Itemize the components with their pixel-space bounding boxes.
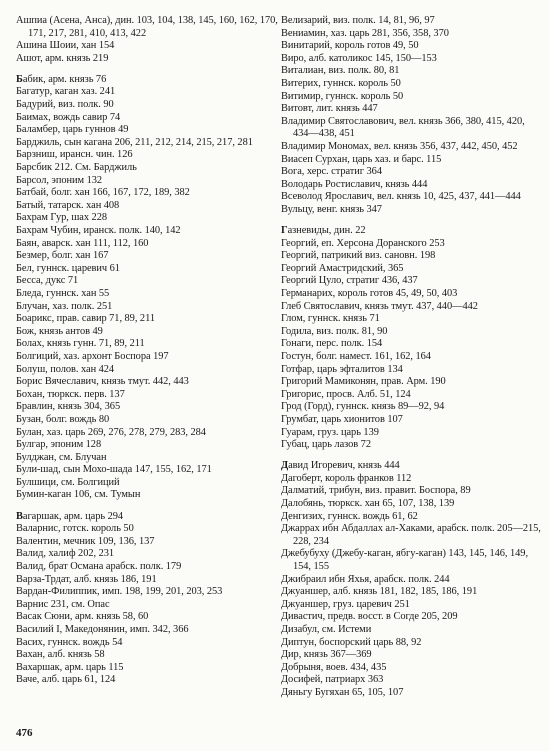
index-entry: Ашпиа (Асена, Анса), дин. 103, 104, 138, 145, 160, 162, 170, 171, 217, 281, 410, 413, 422 [16,15,278,39]
index-entry: Бахрам Чубин, иранск. полк. 140, 142 [16,225,181,236]
index-entry: Губац, царь лазов 72 [281,439,371,451]
index-entry: Джаррах ибн Абдаллах ал-Хаками, арабск. полк. 205—215, 228, 234 [281,523,541,547]
index-entry: Бумин-каган 106, см. Тумын [16,489,141,501]
index-entry: Баян, аварск. хан 111, 112, 160 [16,237,149,249]
index-entry: Вога, херс. стратиг 364 [281,166,382,178]
index-entry: Георгий, еп. Херсона Доранского 253 [281,237,445,249]
index-entry: Виталиан, виз. полк. 80, 81 [281,65,400,77]
index-entry: Витерих, гуннск. король 50 [281,77,401,89]
index-entry: Бел, гуннск. царевич 61 [16,262,120,274]
index-entry: Бледа, гуннск. хан 55 [16,287,110,299]
index-entry: Барзниш, ирансн. чин. 126 [16,149,133,161]
page-number: 476 [16,727,33,739]
index-entry: Бесса, дукс 71 [16,275,79,287]
index-entry: Германарих, король готов 45, 49, 50, 403 [281,287,458,299]
index-entry: Вардан-Филиппик, имп. 198, 199, 201, 203, 253 [16,586,223,598]
index-entry: Диптун, боспорский царь 88, 92 [281,636,422,648]
index-entry: Бадурий, виз. полк. 90 [16,99,114,111]
index-entry: Досифей, патриарх 363 [281,674,384,686]
index-entry: Добрыня, воев. 434, 435 [281,661,387,673]
index-entry: Баламбер, царь гуннов 49 [16,124,129,136]
index-entry: Булгар, эпоним 128 [16,439,102,451]
index-entry: Георгий Цуло, стратиг 436, 437 [281,275,418,287]
index-entry: Батбай, болг. хан 166, 167, 172, 189, 382 [16,187,190,199]
index-entry: Дяньгу Бугяхан 65, 105, 107 [281,686,404,698]
index-entry: Дизабул, см. Истеми [281,623,372,635]
index-entry: Джуаншер, груз. царевич 251 [281,598,410,610]
index-entry: Бузан, болг. вождь 80 [16,413,110,425]
index-entry: Ашот, арм. князь 219 [16,52,109,64]
index-entry: Борис Вячеславич, князь тмут. 442, 443 [16,376,189,388]
index-entry: Всеволод Ярославич, вел. князь 10, 425, 437, 441—444 [281,191,521,203]
index-entry: Дивастич, предв. восст. в Согде 205, 209 [281,611,458,623]
index-entry: Барджиль, сын кагана 206, 211, 212, 214, 215, 217, 281 [16,136,253,148]
index-entry: Васих, гуннск. вождь 54 [16,636,123,648]
index-entry: Вагаршак, арм. царь 294 [16,510,124,522]
index-entry: Витимир, гуннск. король 50 [281,90,404,102]
index-entry: Владимир Мономах, вел. князь 356, 437, 442, 450, 452 [281,140,518,152]
index-entry: Витовт, лит. князь 447 [281,103,378,115]
index-entry: Болах, князь гунн. 71, 89, 211 [16,338,145,350]
index-entry: Виро, алб. католикос 145, 150—153 [281,52,437,64]
index-entry: Ваче, алб. царь 61, 124 [16,674,116,686]
index-entry: Бабик, арм. князь 76 [16,73,107,85]
index-entry: Гонаги, перс. полк. 154 [281,338,383,350]
index-entry: Багатур, каган хаз. 241 [16,86,116,98]
index-entry: Вульцу, венг. князь 347 [281,203,382,215]
index-entry: Баимах, вождь савир 74 [16,111,121,123]
index-entry: Вахаршак, арм. царь 115 [16,661,124,673]
index-entry: Володарь Ростиславич, князь 444 [281,178,428,190]
index-entry: Валарнис, готск. король 50 [16,523,134,535]
index-entry: Варнис 231, см. Опас [16,598,110,610]
index-entry: Георгий Амастридский, 365 [281,262,404,274]
index-entry: Варза-Трдат, алб. князь 186, 191 [16,573,157,585]
index-entry: Вахан, алб. князь 58 [16,649,105,661]
index-entry: Далобянь, тюркск. хан 65, 107, 138, 139 [281,497,455,509]
index-entry: Григорий Мамиконян, прав. Арм. 190 [281,376,446,388]
index-entry: Бравлин, князь 304, 365 [16,401,121,413]
index-entry: Грумбат, царь хионитов 107 [281,413,403,425]
index-entry: Василий I, Македонянин, имп. 342, 366 [16,623,189,635]
index-entry: Велизарий, виз. полк. 14, 81, 96, 97 [281,15,435,26]
index-entry: Джибраил ибн Яхья, арабск. полк. 244 [281,573,450,585]
index-entry: Васак Сюни, арм. князь 58, 60 [16,611,149,623]
index-entry: Болгиций, хаз. архонт Боспора 197 [16,350,169,362]
index-entry: Давид Игоревич, князь 444 [281,460,400,472]
index-entry: Георгий, патрикий виз. сановн. 198 [281,250,436,262]
index-entry: Григорис, просв. Алб. 51, 124 [281,388,411,400]
section-gap [16,65,278,74]
index-entry: Глеб Святославич, князь тмут. 437, 440—442 [281,300,478,312]
index-entry: Винитарий, король готов 49, 50 [281,40,419,52]
index-entry: Батый, татарск. хан 408 [16,199,120,211]
index-entry: Ашина Шоии, хан 154 [16,40,115,52]
index-entry: Безмер, болг. хан 167 [16,250,109,262]
index-entry: Джуаншер, алб. князь 181, 182, 185, 186, 191 [281,586,478,598]
index-entry: Далматий, трибун, виз. правит. Боспора, 89 [281,485,471,497]
index-entry: Боарикс, прав. савир 71, 89, 211 [16,313,155,325]
index-entry: Джебубуху (Джебу-каган, ябгу-каган) 143, 145, 146, 149, 154, 155 [281,548,529,572]
index-entry: Валид, халиф 202, 231 [16,548,115,560]
index-entry: Валентин, мечник 109, 136, 137 [16,535,155,547]
index-entry: Вениамин, хаз. царь 281, 356, 358, 370 [281,27,449,39]
index-entry: Дагоберт, король франков 112 [281,472,412,484]
index-entry: Барсол, эпоним 132 [16,174,103,186]
section-gap [281,452,541,461]
index-entry: Гуарам, груз. царь 139 [281,426,379,438]
index-entry: Бож, князь антов 49 [16,325,103,337]
index-entry: Булджан, см. Блучан [16,451,107,463]
index-entry: Гостун, болг. намест. 161, 162, 164 [281,350,431,362]
index-entry: Газневиды, дин. 22 [281,225,366,236]
index-entry: Були-шад, сын Мохо-шада 147, 155, 162, 171 [16,464,212,476]
index-columns [16,15,541,699]
index-entry: Грод (Горд), гуннск. князь 89—92, 94 [281,401,445,413]
section-gap [281,217,541,226]
index-entry: Глом, гуннск. князь 71 [281,313,380,325]
index-entry: Булан, хаз. царь 269, 276, 278, 279, 283, 284 [16,426,206,438]
index-entry: Владимир Святославович, вел. князь 366, 380, 415, 420, 434—438, 451 [281,115,525,140]
index-entry: Дир, князь 367—369 [281,649,372,661]
index-entry: Булшици, см. Болгиций [16,476,120,488]
index-entry: Готфар, царь эфталитов 134 [281,363,403,375]
index-entry: Виасеп Сурхан, царь хаз. и барс. 115 [281,153,442,165]
index-entry: Годила, виз. полк. 81, 90 [281,325,388,337]
index-entry: Блучан, хаз. полк. 251 [16,300,113,312]
index-entry: Боxан, тюркск. перв. 137 [16,388,125,400]
right-column [281,15,541,699]
index-entry: Барсбик 212. См. Барджиль [16,162,137,174]
index-entry: Болуш, полов. хан 424 [16,363,115,375]
index-entry: Бахрам Гур, шах 228 [16,212,107,224]
section-gap [16,502,278,511]
index-entry: Денгизих, гуннск. вождь 61, 62 [281,510,418,522]
left-column [16,15,278,699]
index-entry: Валид, брат Османа арабск. полк. 179 [16,560,182,572]
